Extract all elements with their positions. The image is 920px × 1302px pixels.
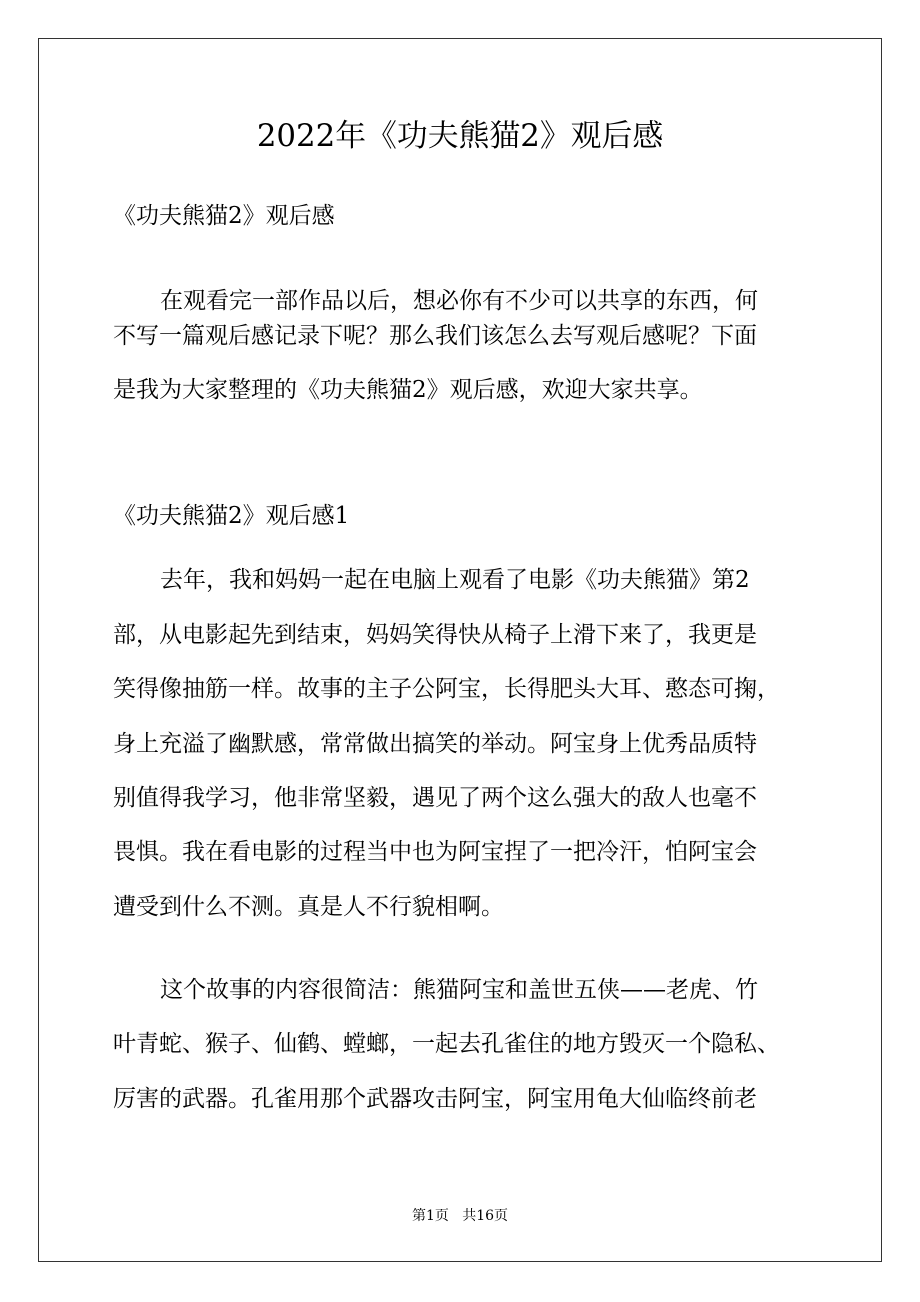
section1-para2-line-3: 厉害的武器。孔雀用那个武器攻击阿宝，阿宝用龟大仙临终前老: [113, 1086, 757, 1112]
section1-para2-line-2: 叶青蛇、猴子、仙鹤、螳螂，一起去孔雀住的地方毁灭一个隐私、: [113, 1031, 780, 1057]
section1-para1-line-1: 去年，我和妈妈一起在电脑上观看了电影《功夫熊猫》第2: [160, 567, 750, 593]
subtitle: 《功夫熊猫2》观后感: [113, 203, 335, 229]
section1-para1-line-6: 畏惧。我在看电影的过程当中也为阿宝捏了一把冷汗，怕阿宝会: [113, 839, 757, 865]
document-title: 2022年《功夫熊猫2》观后感: [256, 118, 664, 154]
intro-line-2: 不写一篇观后感记录下呢？那么我们该怎么去写观后感呢？下面: [113, 323, 757, 349]
intro-line-3: 是我为大家整理的《功夫熊猫2》观后感，欢迎大家共享。: [113, 377, 703, 403]
intro-line-1: 在观看完一部作品以后，想必你有不少可以共享的东西，何: [160, 288, 758, 314]
section1-para1-line-3: 笑得像抽筋一样。故事的主子公阿宝，长得肥头大耳、憨态可掬，: [113, 676, 780, 702]
section1-para1-line-5: 别值得我学习，他非常坚毅，遇见了两个这么强大的敌人也毫不: [113, 785, 757, 811]
section1-para1-line-4: 身上充溢了幽默感，常常做出搞笑的举动。阿宝身上优秀品质特: [113, 731, 757, 757]
section1-para1-line-7: 遭受到什么不测。真是人不行貌相啊。: [113, 894, 504, 920]
section1-para2-line-1: 这个故事的内容很简洁：熊猫阿宝和盖世五侠——老虎、竹: [160, 977, 758, 1003]
page-indicator: 第1页 共16页: [411, 1208, 509, 1224]
section1-heading: 《功夫熊猫2》观后感1: [113, 503, 350, 529]
section1-para1-line-2: 部，从电影起先到结束，妈妈笑得快从椅子上滑下来了，我更是: [113, 622, 757, 648]
